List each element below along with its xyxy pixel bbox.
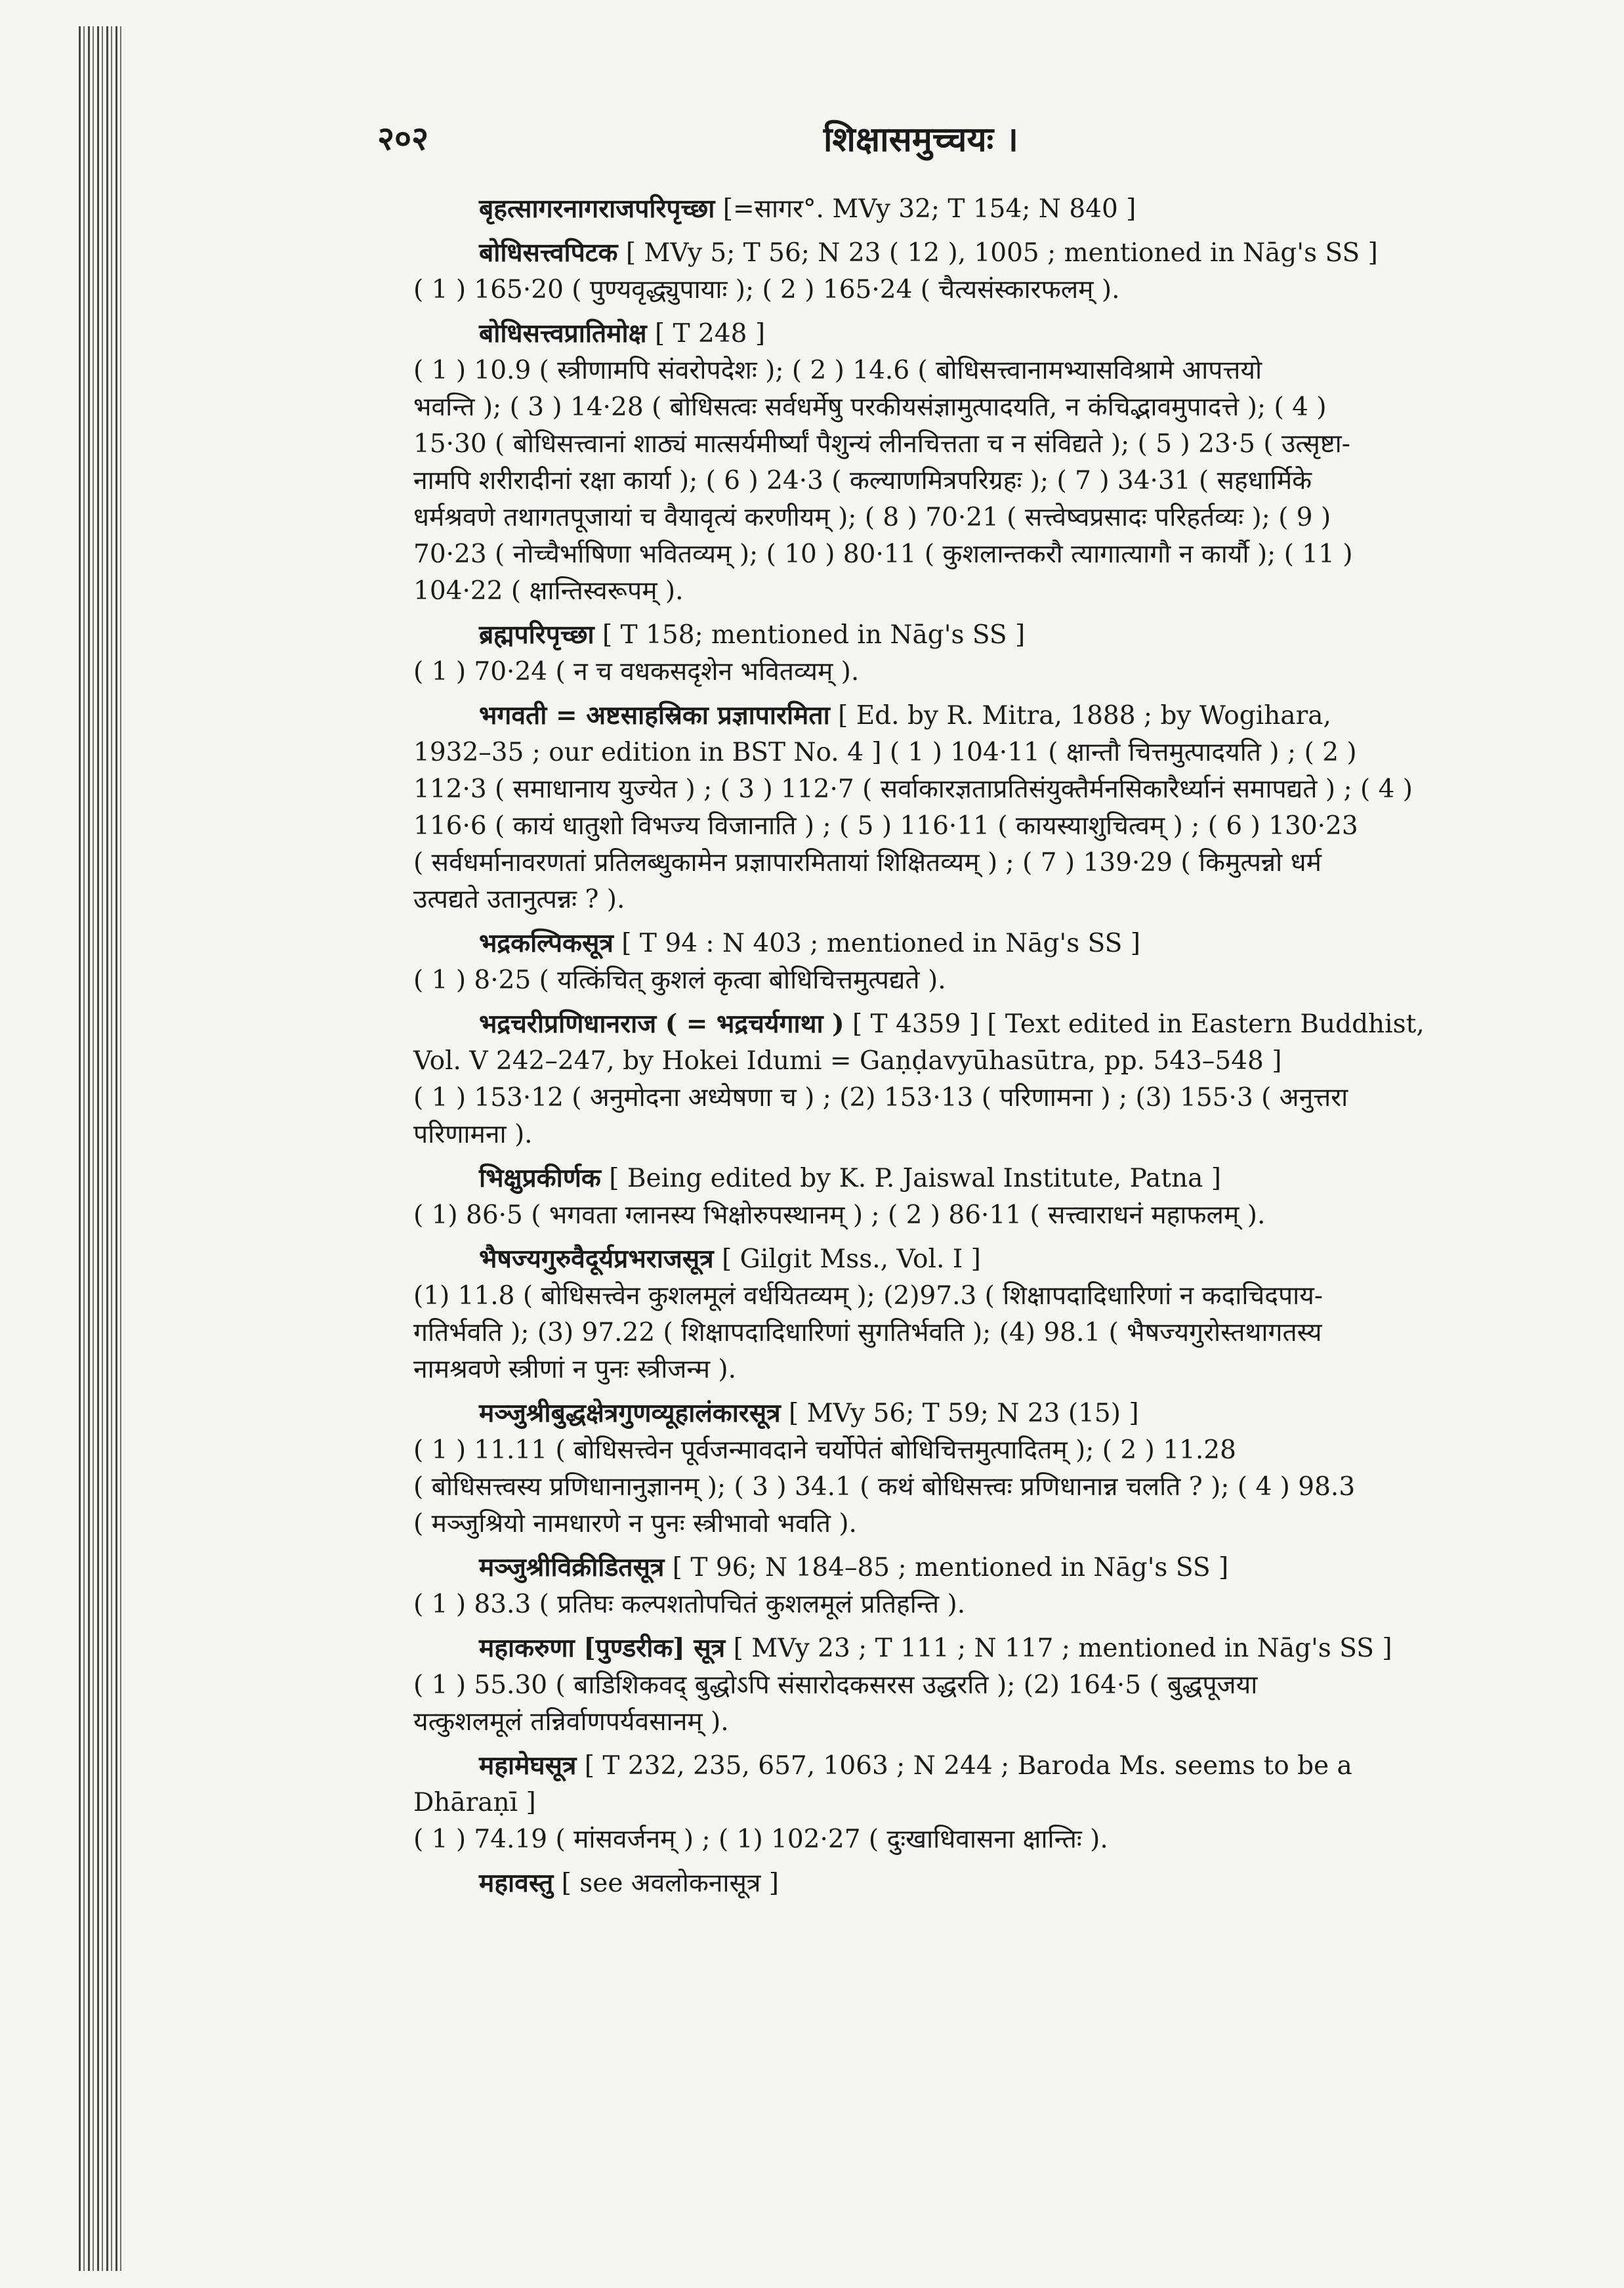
- page-title: शिक्षासमुच्चयः ।: [823, 119, 1018, 159]
- entry-line: परिणामना ).: [413, 1120, 533, 1149]
- bibliography-entry: [413, 1747, 1522, 1858]
- entry-line: गतिर्भवति ); (3) 97.22 ( शिक्षापदादिधारिणां सुगतिर्भवति ); (4) 98.1 ( भैषज्यगुरोस्तथागतस्य: [413, 1318, 1322, 1347]
- entry-title: भद्रकल्पिकसूत्र: [479, 928, 614, 958]
- entry-reference: [ T 158; mentioned in Nāg's SS ]: [594, 620, 1026, 650]
- entry-line: 70·23 ( नोच्चैर्भाषिणा भवितव्यम् ); ( 10 ) 80·11 ( कुशलान्तकरौ त्यागात्यागौ न कार्यौ ); ( 11 ): [413, 540, 1353, 569]
- entry-line: नामश्रवणे स्त्रीणां न पुनः स्त्रीजन्म ).: [413, 1355, 737, 1384]
- bibliography-entry: [413, 1865, 1522, 1902]
- entry-reference: [ MVy 5; T 56; N 23 ( 12 ), 1005 ; mentioned in Nāg's SS ]: [617, 238, 1378, 268]
- entry-title: ब्रह्मपरिपृच्छा: [479, 620, 594, 650]
- entry-heading: [413, 616, 1522, 654]
- entry-line: यत्कुशलमूलं तन्निर्वाणपर्यवसानम् ).: [413, 1707, 729, 1737]
- entry-reference: [ T 232, 235, 657, 1063 ; N 244 ; Baroda Ms. seems to be a: [576, 1751, 1352, 1781]
- bibliography-entry: [413, 1160, 1522, 1234]
- entry-line: ( 1) 86·5 ( भगवता ग्लानस्य भिक्षोरुपस्थानम् ) ; ( 2 ) 86·11 ( सत्त्वाराधनं महाफलम् ).: [413, 1200, 1266, 1230]
- entry-line: Dhāraṇī ]: [413, 1788, 536, 1817]
- entry-line: उत्पद्यते उतानुत्पन्नः ? ).: [413, 885, 625, 914]
- entry-title: बोधिसत्त्वपिटक: [479, 238, 618, 268]
- entry-title: भगवती = अष्टसाहस्रिका प्रज्ञापारमिता: [479, 700, 830, 731]
- entry-heading: [413, 1747, 1522, 1785]
- entry-heading: [413, 1395, 1522, 1432]
- page-header: [377, 115, 1526, 161]
- bibliography-entry: [413, 1006, 1522, 1153]
- entry-line: धर्मश्रवणे तथागतपूजायां च वैयावृत्यं करणीयम् ); ( 8 ) 70·21 ( सत्त्वेष्वप्रसादः परिहर्तव्यः ); ( 9 ): [413, 503, 1331, 532]
- entry-line: ( 1 ) 165·20 ( पुण्यवृद्ध्युपायाः ); ( 2 ) 165·24 ( चैत्यसंस्कारफलम् ).: [413, 275, 1120, 305]
- entry-title: महाकरुणा [पुण्डरीक] सूत्र: [479, 1633, 726, 1663]
- entry-heading: [413, 234, 1522, 272]
- entry-line: Vol. V 242–247, by Hokei Idumi = Gaṇḍavyūhasūtra, pp. 543–548 ]: [413, 1046, 1282, 1076]
- bibliography-entry: [413, 697, 1522, 918]
- entry-line: (1) 11.8 ( बोधिसत्त्वेन कुशलमूलं वर्धयितव्यम् ); (2)97.3 ( शिक्षापदादिधारिणां न कदाचिदपाय-: [413, 1281, 1323, 1311]
- entry-heading: [413, 1006, 1522, 1043]
- entry-title: बृहत्सागरनागराजपरिपृच्छा: [479, 194, 715, 224]
- entry-line: नामपि शरीरादीनां रक्षा कार्या ); ( 6 ) 24·3 ( कल्याणमित्रपरिग्रहः ); ( 7 ) 34·31 ( सहधार्मिके: [413, 466, 1312, 496]
- entry-title: भद्रचरीप्रणिधानराज ( = भद्रचर्यगाथा ): [479, 1009, 844, 1039]
- entry-line: ( सर्वधर्मानावरणतां प्रतिलब्धुकामेन प्रज्ञापारमितायां शिक्षितव्यम् ) ; ( 7 ) 139·29 ( किमुत्पन्नो धर्म: [413, 848, 1322, 878]
- bibliography-entry: [413, 616, 1522, 690]
- page-body: [413, 190, 1522, 1909]
- book-spine: [79, 26, 125, 2271]
- bibliography-entry: [413, 234, 1522, 308]
- bibliography-entry: [413, 925, 1522, 999]
- bibliography-entry: [413, 190, 1522, 228]
- entry-line: 1932–35 ; our edition in BST No. 4 ] ( 1 ) 104·11 ( क्षान्तौ चित्तमुत्पादयति ) ; ( 2 ): [413, 738, 1357, 767]
- bibliography-entry: [413, 1240, 1522, 1388]
- entry-title: मञ्जुश्रीबुद्धक्षेत्रगुणव्यूहालंकारसूत्र: [479, 1398, 781, 1428]
- entry-heading: [413, 1160, 1522, 1197]
- entry-reference: [ T 4359 ] [ Text edited in Eastern Buddhist,: [844, 1009, 1425, 1039]
- entry-heading: [413, 315, 1522, 352]
- entry-reference: [ MVy 56; T 59; N 23 (15) ]: [780, 1399, 1139, 1428]
- entry-line: ( मञ्जुश्रियो नामधारणे न पुनः स्त्रीभावो भवति ).: [413, 1509, 857, 1538]
- entry-line: 104·22 ( क्षान्तिस्वरूपम् ).: [413, 576, 684, 606]
- entry-line: ( 1 ) 70·24 ( न च वधकसदृशेन भवितव्यम् ).: [413, 657, 860, 687]
- entry-heading: [413, 190, 1522, 228]
- entry-heading: [413, 1549, 1522, 1586]
- entry-line: ( 1 ) 55.30 ( बाडिशिकवद् बुद्धोऽपि संसारोदकसरस उद्धरति ); (2) 164·5 ( बुद्धपूजया: [413, 1670, 1258, 1700]
- bibliography-entry: [413, 1395, 1522, 1542]
- entry-title: भैषज्यगुरुवैदूर्यप्रभराजसूत्र: [479, 1244, 714, 1274]
- entry-line: ( 1 ) 83.3 ( प्रतिघः कल्पशतोपचितं कुशलमूलं प्रतिहन्ति ).: [413, 1590, 966, 1619]
- entry-title: बोधिसत्त्वप्रातिमोक्ष: [479, 318, 647, 349]
- entry-title: महावस्तु: [479, 1868, 554, 1898]
- entry-reference: [ MVy 23 ; T 111 ; N 117 ; mentioned in Nāg's SS ]: [725, 1634, 1392, 1663]
- entry-heading: [413, 925, 1522, 962]
- entry-reference: [ T 96; N 184–85 ; mentioned in Nāg's SS ]: [664, 1553, 1229, 1582]
- bibliography-entry: [413, 315, 1522, 610]
- entry-line: 112·3 ( समाधानाय युज्येत ) ; ( 3 ) 112·7 ( सर्वाकारज्ञताप्रतिसंयुक्तैर्मनसिकारैर्ध्यानं समापद्यते ) ; ( 4 ): [413, 774, 1413, 804]
- entry-title: मञ्जुश्रीविक्रीडितसूत्र: [479, 1552, 665, 1582]
- entry-line: ( बोधिसत्त्वस्य प्रणिधानानुज्ञानम् ); ( 3 ) 34.1 ( कथं बोधिसत्त्वः प्रणिधानान्न चलति ? ); ( 4 ) 98.3: [413, 1472, 1356, 1502]
- entry-heading: [413, 1630, 1522, 1667]
- entry-reference: [ T 94 : N 403 ; mentioned in Nāg's SS ]: [613, 929, 1140, 958]
- entry-line: 15·30 ( बोधिसत्त्वानां शाठ्यं मात्सर्यमीर्ष्यां पैशुन्यं लीनचित्तता च न संविद्यते ); ( 5 ) 23·5 ( उत्सृष्टा-: [413, 429, 1350, 459]
- entry-line: 116·6 ( कायं धातुशो विभज्य विजानाति ) ; ( 5 ) 116·11 ( कायस्याशुचित्वम् ) ; ( 6 ) 130·23: [413, 811, 1358, 841]
- entry-reference: [=सागर°. MVy 32; T 154; N 840 ]: [715, 194, 1136, 224]
- entry-line: ( 1 ) 10.9 ( स्त्रीणामपि संवरोपदेशः ); ( 2 ) 14.6 ( बोधिसत्त्वानामभ्यासविश्रामे आपत्तयो: [413, 356, 1262, 385]
- entry-heading: [413, 697, 1522, 734]
- entry-reference: [ see अवलोकनासूत्र ]: [553, 1869, 780, 1898]
- entry-line: भवन्ति ); ( 3 ) 14·28 ( बोधिसत्वः सर्वधर्मेषु परकीयसंज्ञामुत्पादयति, न कंचिद्भावमुपादत्ते ); ( 4 ): [413, 392, 1327, 422]
- entry-line: ( 1 ) 8·25 ( यत्किंचित् कुशलं कृत्वा बोधिचित्तमुत्पद्यते ).: [413, 965, 946, 995]
- entry-heading: [413, 1865, 1522, 1902]
- entry-title: भिक्षुप्रकीर्णक: [479, 1163, 601, 1193]
- bibliography-entry: [413, 1630, 1522, 1741]
- entry-reference: [ Gilgit Mss., Vol. I ]: [713, 1244, 981, 1274]
- entry-line: ( 1 ) 74.19 ( मांसवर्जनम् ) ; ( 1) 102·27 ( दुःखाधिवासना क्षान्तिः ).: [413, 1825, 1108, 1854]
- entry-reference: [ T 248 ]: [646, 319, 766, 349]
- page-number: २०२: [377, 119, 428, 158]
- entry-reference: [ Being edited by K. P. Jaiswal Institute, Patna ]: [600, 1164, 1221, 1193]
- entry-line: ( 1 ) 11.11 ( बोधिसत्त्वेन पूर्वजन्मावदाने चर्योपेतं बोधिचित्तमुत्पादितम् ); ( 2 ) 11.28: [413, 1435, 1236, 1465]
- entry-line: ( 1 ) 153·12 ( अनुमोदना अध्येषणा च ) ; (2) 153·13 ( परिणामना ) ; (3) 155·3 ( अनुत्तरा: [413, 1083, 1348, 1112]
- entry-title: महामेघसूत्र: [479, 1750, 577, 1781]
- bibliography-entry: [413, 1549, 1522, 1623]
- entry-reference: [ Ed. by R. Mitra, 1888 ; by Wogihara,: [829, 701, 1331, 731]
- entry-heading: [413, 1240, 1522, 1278]
